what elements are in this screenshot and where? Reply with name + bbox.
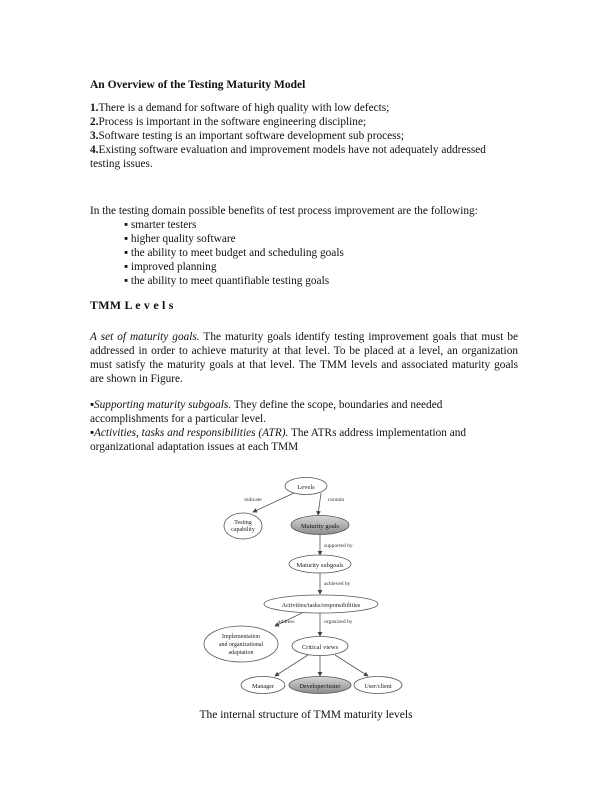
- label-supported-by: supported by: [324, 543, 353, 549]
- section-heading: TMM L e v e l s: [90, 298, 174, 312]
- term: ▪Activities, tasks and responsibilities (ATR).: [90, 427, 289, 439]
- label-contain: contain: [327, 497, 345, 503]
- maturity-goals-paragraph: A set of maturity goals. The maturity goals identify testing improvement goals that must be addressed in order to achieve maturity at that level. To be placed at a level, an organization must satisfy the maturity goals at that level. The TMM levels and associated maturity goals are shown in Figure.: [90, 331, 519, 385]
- label-address: address: [278, 619, 295, 625]
- numbered-item: 4.Existing software evaluation and improvement models have not adequately addressed: [90, 144, 486, 156]
- svg-text:Activities/tasks/responsibilit: Activities/tasks/responsibilities: [281, 602, 361, 609]
- benefit-item: ▪ smarter testers: [124, 219, 197, 231]
- benefit-item: ▪ improved planning: [124, 261, 217, 273]
- svg-text:capability: capability: [231, 527, 255, 533]
- document-title: An Overview of the Testing Maturity Model: [90, 79, 306, 91]
- term: A set of maturity goals.: [90, 331, 200, 343]
- label-achieved-by: achieved by: [324, 581, 351, 587]
- label-organized-by: organized by: [324, 619, 353, 625]
- numbered-item: 2.Process is important in the software engineering discipline;: [90, 116, 367, 128]
- benefit-item: ▪ higher quality software: [124, 233, 236, 245]
- figure-caption: The internal structure of TMM maturity levels: [199, 709, 413, 721]
- svg-text:User/client: User/client: [364, 683, 392, 690]
- svg-text:Developer/tester: Developer/tester: [299, 683, 341, 690]
- atr-paragraph: ▪Activities, tasks and responsibilities (ATR). The ATRs address implementation and organizational adaptation issues at each TMM: [90, 427, 467, 453]
- subgoals-paragraph: ▪Supporting maturity subgoals. They define the scope, boundaries and needed accomplishments for a particular level.: [90, 399, 443, 425]
- svg-text:Critical views: Critical views: [301, 644, 339, 651]
- node-testing-capability: [224, 513, 262, 539]
- edge-user: [335, 655, 368, 676]
- svg-text:adaptation: adaptation: [228, 650, 254, 656]
- svg-text:Implementation: Implementation: [222, 634, 260, 640]
- svg-text:Manager: Manager: [252, 683, 274, 690]
- svg-text:Maturity goals: Maturity goals: [300, 523, 340, 530]
- label-indicate: indicate: [244, 497, 262, 503]
- benefit-item: ▪ the ability to meet budget and scheduling goals: [124, 247, 344, 259]
- tmm-structure-diagram: [190, 468, 430, 706]
- svg-text:Maturity subgoals: Maturity subgoals: [296, 562, 344, 569]
- benefits-intro: In the testing domain possible benefits of test process improvement are the following:: [90, 205, 478, 217]
- benefit-item: ▪ the ability to meet quantifiable testing goals: [124, 275, 330, 287]
- numbered-item: 1.There is a demand for software of high quality with low defects;: [90, 102, 390, 114]
- svg-text:Levels: Levels: [297, 484, 315, 491]
- numbered-list: [90, 101, 530, 171]
- svg-text:and organizational: and organizational: [218, 642, 264, 648]
- edge-manager: [275, 655, 308, 676]
- numbered-item-continuation: testing issues.: [90, 158, 153, 170]
- edge-contain: [318, 493, 321, 515]
- numbered-item: 3.Software testing is an important software development sub process;: [90, 130, 405, 142]
- term: ▪Supporting maturity subgoals.: [90, 399, 232, 411]
- svg-text:Testing: Testing: [234, 520, 252, 526]
